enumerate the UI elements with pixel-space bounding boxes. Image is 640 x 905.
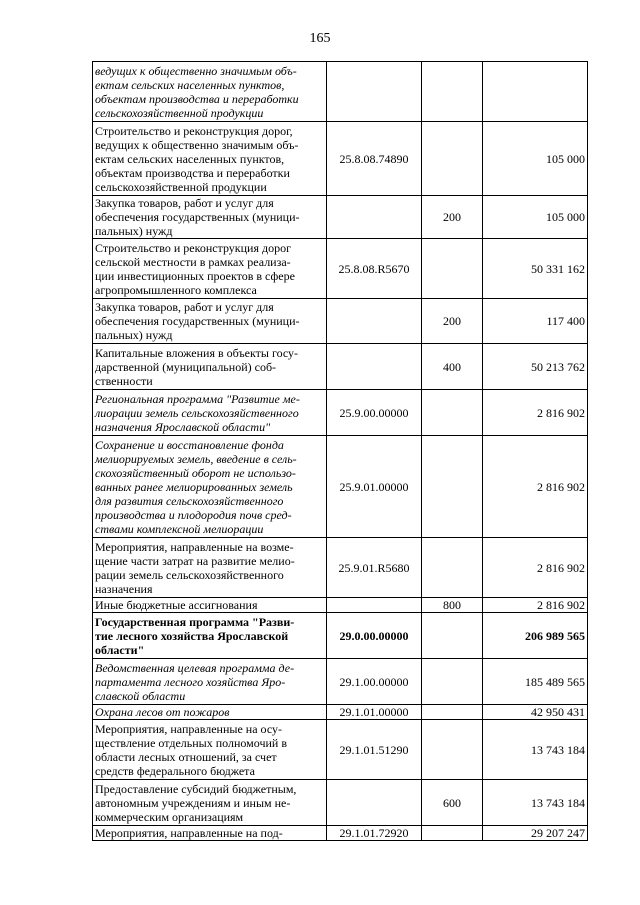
table-row <box>93 538 588 598</box>
row-code-cell <box>327 299 422 344</box>
row-amount-cell: 105 000 <box>483 122 588 196</box>
table-row <box>93 436 588 538</box>
row-code-cell: 29.1.01.00000 <box>327 705 422 720</box>
row-expense-type-cell: 400 <box>422 344 483 390</box>
row-name-cell: Государственная программа "Разви- тие лесного хозяйства Ярославской области" <box>93 613 327 659</box>
row-name-cell: Капитальные вложения в объекты госу- дарственной (муниципальной) соб- ственности <box>93 344 327 390</box>
table-row <box>93 196 588 239</box>
row-amount-cell <box>483 62 588 122</box>
row-code-cell: 29.1.01.51290 <box>327 720 422 780</box>
row-amount-cell: 2 816 902 <box>483 538 588 598</box>
row-expense-type-cell: 200 <box>422 299 483 344</box>
row-expense-type-cell <box>422 538 483 598</box>
row-name-cell: ведущих к общественно значимым объ- ектам сельских населенных пунктов, объектам производства и переработки сельскохозяйственной продукции <box>93 62 327 122</box>
row-code-cell: 29.1.01.72920 <box>327 826 422 841</box>
row-amount-cell: 50 331 162 <box>483 239 588 299</box>
row-expense-type-cell <box>422 613 483 659</box>
table-row <box>93 705 588 720</box>
row-amount-cell: 2 816 902 <box>483 598 588 613</box>
table-row <box>93 659 588 705</box>
row-expense-type-cell <box>422 62 483 122</box>
row-code-cell: 25.9.00.00000 <box>327 390 422 436</box>
row-name-cell: Строительство и реконструкция дорог сельской местности в рамках реализа- ции инвестиционных проектов в сфере агропромышленного комплекса <box>93 239 327 299</box>
row-name-cell: Охрана лесов от пожаров <box>93 705 327 720</box>
row-code-cell <box>327 598 422 613</box>
table-row <box>93 780 588 826</box>
row-expense-type-cell <box>422 826 483 841</box>
row-amount-cell: 2 816 902 <box>483 390 588 436</box>
row-name-cell: Региональная программа "Развитие ме- лиорации земель сельскохозяйственного назначения Ярославской области" <box>93 390 327 436</box>
row-expense-type-cell <box>422 436 483 538</box>
table-row <box>93 299 588 344</box>
table-row <box>93 598 588 613</box>
page-number: 165 <box>309 31 331 46</box>
row-expense-type-cell: 200 <box>422 196 483 239</box>
row-amount-cell: 185 489 565 <box>483 659 588 705</box>
row-code-cell <box>327 196 422 239</box>
row-code-cell <box>327 344 422 390</box>
budget-table-body <box>93 62 588 841</box>
table-row <box>93 826 588 841</box>
row-expense-type-cell <box>422 122 483 196</box>
row-amount-cell: 2 816 902 <box>483 436 588 538</box>
budget-table <box>92 61 588 841</box>
table-row <box>93 720 588 780</box>
row-amount-cell: 50 213 762 <box>483 344 588 390</box>
row-amount-cell: 42 950 431 <box>483 705 588 720</box>
row-amount-cell: 206 989 565 <box>483 613 588 659</box>
row-name-cell: Мероприятия, направленные на возме- щение части затрат на развитие мелио- рации земель сельскохозяйственного назначения <box>93 538 327 598</box>
row-name-cell: Мероприятия, направленные на под- <box>93 826 327 841</box>
table-row <box>93 62 588 122</box>
row-name-cell: Предоставление субсидий бюджетным, автономным учреждениям и иным не- коммерческим организациям <box>93 780 327 826</box>
row-amount-cell: 29 207 247 <box>483 826 588 841</box>
row-expense-type-cell <box>422 705 483 720</box>
row-expense-type-cell <box>422 720 483 780</box>
row-code-cell: 25.9.01.00000 <box>327 436 422 538</box>
row-expense-type-cell <box>422 239 483 299</box>
row-expense-type-cell: 800 <box>422 598 483 613</box>
table-row <box>93 239 588 299</box>
row-code-cell <box>327 62 422 122</box>
row-amount-cell: 117 400 <box>483 299 588 344</box>
row-expense-type-cell <box>422 659 483 705</box>
row-name-cell: Ведомственная целевая программа де- партамента лесного хозяйства Яро- славской области <box>93 659 327 705</box>
row-amount-cell: 105 000 <box>483 196 588 239</box>
table-row <box>93 390 588 436</box>
row-name-cell: Сохранение и восстановление фонда мелиорируемых земель, введение в сель- скохозяйственный оборот не использо- ванных ранее мелиорированных земель для развития сельскохозяйственного производства и плодородия почв сред- ствами комплексной мелиорации <box>93 436 327 538</box>
row-amount-cell: 13 743 184 <box>483 720 588 780</box>
row-name-cell: Строительство и реконструкция дорог, ведущих к общественно значимым объ- ектам сельских населенных пунктов, объектам производства и переработки сельскохозяйственной продукции <box>93 122 327 196</box>
row-code-cell: 29.1.00.00000 <box>327 659 422 705</box>
table-row <box>93 613 588 659</box>
row-code-cell: 25.8.08.74890 <box>327 122 422 196</box>
row-expense-type-cell: 600 <box>422 780 483 826</box>
row-expense-type-cell <box>422 390 483 436</box>
row-name-cell: Закупка товаров, работ и услуг для обеспечения государственных (муници- пальных) нужд <box>93 299 327 344</box>
row-code-cell <box>327 780 422 826</box>
row-name-cell: Закупка товаров, работ и услуг для обеспечения государственных (муници- пальных) нужд <box>93 196 327 239</box>
row-code-cell: 25.8.08.R5670 <box>327 239 422 299</box>
table-row <box>93 344 588 390</box>
table-row <box>93 122 588 196</box>
row-code-cell: 25.9.01.R5680 <box>327 538 422 598</box>
row-code-cell: 29.0.00.00000 <box>327 613 422 659</box>
row-name-cell: Иные бюджетные ассигнования <box>93 598 327 613</box>
row-amount-cell: 13 743 184 <box>483 780 588 826</box>
row-name-cell: Мероприятия, направленные на осу- ществление отдельных полномочий в области лесных отношений, за счет средств федерального бюджета <box>93 720 327 780</box>
